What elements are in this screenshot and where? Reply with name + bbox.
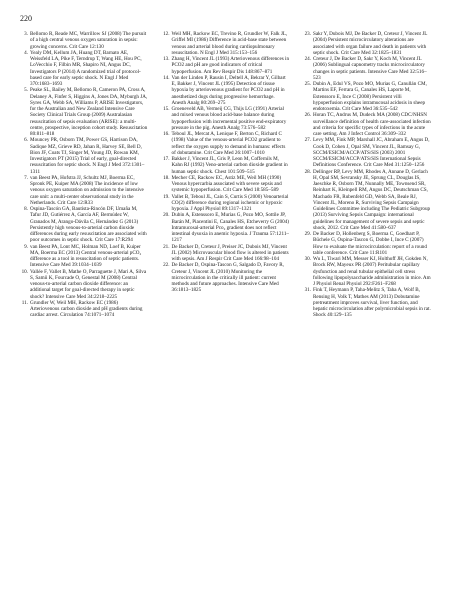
- reference-number: 17.: [163, 156, 170, 162]
- reference-item: [162, 56, 290, 75]
- reference-number: 7.: [24, 174, 28, 181]
- reference-item: [20, 300, 148, 319]
- reference-item: [162, 262, 290, 293]
- reference-number: 14.: [163, 74, 170, 81]
- reference-number: 19.: [163, 193, 170, 200]
- reference-text: Grundler W, Weil MH, Rackow EC (1986) Arteriovenous carbon dioxide and pH gradients during cardiac arrest. Circulation 74:1071–1074: [30, 299, 143, 319]
- reference-text: Weil MH, Rackow EC, Trevino R, Grundler W, Falk JL, Griffel MI (1986) Difference in acid-base state between venous and arterial blood during cardiopulmonary resuscitation. N Engl J Med 315:153–156: [171, 31, 288, 56]
- reference-number: 26.: [304, 112, 311, 119]
- reference-item: [303, 112, 431, 137]
- reference-text: Mouncey PR, Osborn TM, Power GS, Harrison DA, Sadique MZ, Grieve RD, Jahan R, Harvey SE, Bell D, Bion JF, Coats TJ, Singer M, Young JD, Rowan KM, Investigators PT (2015) Trial of early, goal-directed resuscitation for septic shock. N Engl J Med 372:1301–1311: [30, 137, 145, 175]
- reference-item: [20, 137, 148, 175]
- reference-number: 28.: [304, 168, 311, 175]
- reference-item: [303, 256, 431, 287]
- reference-text: De Backer D, Hollenberg S, Boerma C, Goedhart P, Büchele G, Ospina-Tascon G, Dobbe I, Ince C (2007) How to evaluate the microcirculation: report of a round table conference. Crit Care 11:R101: [313, 231, 427, 256]
- reference-text: Teboul JL, Mercat A, Lenique F, Berton C, Richard C (1998) Value of the venous-arterial PCO2 gradient to reflect the oxygen supply to demand in humans: effects of dobutamine. Crit Care Med 26:1007–1010: [171, 131, 286, 156]
- reference-text: Dubin A, Estenssoro E, Murias G, Pozo MO, Sottile JP, Barán M, Piacentini E, Canales HS, Etcheverry G (2004) Intramucosal-arterial Pco₂ gradient does not reflect intestinal dysoxia in anemic hypoxia. J Trauma 57:1211–1217: [171, 212, 289, 244]
- reference-text: Groeneveld AB, Vermeij CG, Thijs LG (1991) Arterial and mixed venous blood acid-base balance during hypoperfusion with incremental positive end-expiratory pressure in the pig. Anesth Analg 73:576–582: [171, 106, 287, 131]
- reference-item: [162, 131, 290, 156]
- reference-columns: [20, 31, 431, 319]
- reference-number: 3.: [24, 31, 28, 37]
- reference-number: 16.: [163, 131, 170, 137]
- reference-number: 13.: [163, 56, 170, 62]
- reference-number: 11.: [21, 299, 28, 306]
- reference-text: Ospina-Tascón GA, Bautista-Rincón DF, Umaña M, Tafur JD, Gutiérrez A, García AF, Bermúdez W, Granados M, Arango-Dávila C, Hernández G (2013) Persistently high venous-to-arterial carbon dioxide differences during early resuscitation are associated with poor outcomes in septic shock. Crit Care 17:R294: [30, 206, 147, 244]
- reference-text: Zhang H, Vincent JL (1993) Arteriovenous differences in PCO2 and pH are good indicators of critical hypoperfusion. Am Rev Respir Dis 148:867–871: [171, 56, 290, 75]
- reference-item: [162, 212, 290, 243]
- reference-item: [162, 194, 290, 213]
- reference-item: [20, 31, 148, 50]
- reference-number: 24.: [304, 56, 311, 62]
- reference-item: [303, 137, 431, 168]
- reference-number: 8.: [24, 206, 28, 212]
- reference-text: De Backer D, Ospina-Tascon G, Salgado D, Favory R, Creteur J, Vincent JL (2010) Monitoring the microcirculation in the critically ill patient: current methods and future approaches. Intensive Care Med 36:1813–1825: [171, 262, 284, 294]
- reference-text: Wu L, Tiwari MM, Messer KJ, Holthoff JH, Gokden N, Brock RW, Mayeux PR (2007) Peritubular capillary dysfunction and renal tubular epithelial cell stress following lipopolysaccharide administration in mice. Am J Physiol Renal Physiol 292:F261–F268: [313, 256, 431, 287]
- reference-item: [162, 175, 290, 194]
- reference-number: 9.: [24, 243, 28, 250]
- reference-number: 30.: [304, 256, 311, 262]
- reference-text: Vallée F, Vallet B, Mathe O, Parraguette J, Mari A, Silva S, Samii K, Fourcade O, Genestal M (2008) Central venous-to-arterial carbon dioxide difference: an additional target for goal-directed therapy in septic shock? Intensive Care Med 34:2218–2225: [30, 268, 147, 300]
- reference-item: [20, 244, 148, 269]
- reference-text: Dubin A, Edul VS, Pozo MO, Murias G, Canullán CM, Martins EF, Ferrara G, Canales HS, Laporte M, Estenssoro E, Ince C (2008) Persistent villi hypoperfusion explains intramucosal acidosis in sheep endotoxemia. Crit Care Med 36:535–542: [313, 81, 427, 112]
- reference-item: [303, 56, 431, 81]
- reference-number: 12.: [163, 31, 170, 37]
- reference-text: De Backer D, Creteur J, Preiser JC, Dubois MJ, Vincent JL (2002) Microvascular blood flow is altered in patients with sepsis. Am J Respir Crit Care Med 166:98–104: [171, 243, 289, 262]
- reference-text: Horan TC, Andrus M, Dudeck MA (2008) CDC/NHSN surveillance definition of health care-associated infection and criteria for specific types of infections in the acute care setting. Am J Infect Control 36:309–332: [313, 112, 431, 137]
- reference-number: 20.: [163, 212, 170, 219]
- reference-number: 21.: [163, 243, 170, 250]
- reference-item: [303, 169, 431, 232]
- reference-number: 10.: [21, 268, 28, 275]
- reference-text: Yealy DM, Kellum JA, Huang DT, Barnato AE, Weissfeld LA, Pike F, Terndrup T, Wang HE, Hou PC, LoVecchio F, Filbin MR, Shapiro NI, Angus DC, Investigators P (2014) A randomized trial of protocol-based care for early septic shock. N Engl J Med 370:1683–1693: [30, 49, 142, 87]
- reference-text: Mecher CE, Rackow EC, Astiz ME, Weil MH (1990) Venous hypercarbia associated with severe sepsis and systemic hypoperfusion. Crit Care Med 18:585–589: [171, 174, 282, 194]
- reference-item: [303, 287, 431, 318]
- reference-text: Sakr Y, Dubois MJ, De Backer D, Creteur J, Vincent JL (2004) Persistent microcirculatory alterations are associated with organ failure and death in patients with septic shock. Crit Care Med 32:1825–1831: [313, 31, 428, 56]
- reference-number: 27.: [304, 137, 311, 144]
- reference-item: [162, 31, 290, 56]
- reference-number: 23.: [304, 31, 311, 37]
- reference-column-2: [162, 31, 290, 319]
- reference-text: Fink T, Heymann P, Taha-Melitz S, Taha A, Wolf B, Rensing H, Volk T, Mathes AM (2013) Dobutamine pretreatment improves survival, liver function, and hepatic microcirculation after polymicrobial sepsis in rat. Shock 40:129–135: [313, 287, 431, 319]
- reference-item: [162, 75, 290, 106]
- reference-column-3: [303, 31, 431, 319]
- reference-item: [20, 87, 148, 137]
- reference-item: [303, 81, 431, 112]
- reference-item: [303, 31, 431, 56]
- reference-number: 25.: [304, 81, 311, 87]
- reference-item: [20, 50, 148, 88]
- reference-number: 6.: [24, 137, 28, 144]
- reference-column-1: [20, 31, 148, 319]
- reference-item: [20, 269, 148, 300]
- reference-item: [162, 244, 290, 263]
- reference-item: [162, 156, 290, 175]
- reference-number: 15.: [163, 106, 170, 112]
- reference-number: 5.: [24, 87, 28, 94]
- reference-number: 4.: [24, 49, 28, 56]
- reference-text: Levy MM, Fink MP, Marshall JC, Abraham E, Angus D, Cook D, Cohen J, Opal SM, Vincent JL, Ramsay G, SCCM/ESICM/ACCP/ATS/SIS (2003) 2001 SCCM/ESICM/ACCP/ATS/SIS International Sepsis Definitions Conference. Crit Care Med 31:1250–1256: [313, 137, 430, 169]
- page-number: 220: [20, 14, 32, 23]
- reference-item: [162, 106, 290, 131]
- reference-item: [303, 231, 431, 256]
- reference-text: Creteur J, De Backer D, Sakr Y, Koch M, Vincent JL (2006) Sublingual capnometry tracks microcirculatory changes in septic patients. Intensive Care Med 32:516–523: [313, 56, 427, 81]
- reference-text: Vallet B, Teboul JL, Cain S, Curtis S (2000) Venoarterial CO(2) difference during regional ischemic or hypoxic hypoxia. J Appl Physiol 89:1317–1321: [171, 193, 289, 212]
- reference-number: 29.: [304, 231, 311, 237]
- reference-number: 31.: [304, 287, 311, 294]
- reference-number: 18.: [163, 174, 170, 181]
- reference-number: 22.: [163, 262, 170, 269]
- reference-text: Peake SL, Bailey M, Bellomo R, Cameron PA, Cross A, Delaney A, Finfer S, Higgins A, Jones DA, Myburgh JA, Syres GA, Webb SA, Williams P, ARISE Investigators, for the Australian and New Zealand Intensive Care Society Clinical Trials Group (2009) Australasian resuscitation of sepsis evaluation (ARISE): a multi-centre, prospective, inception cohort study. Resuscitation 80:811–818: [30, 87, 148, 137]
- reference-text: Bakker J, Vincent JL, Gris P, Leon M, Coffernils M, Kahn RJ (1992) Veno-arterial carbon dioxide gradient in human septic shock. Chest 101:509–515: [171, 156, 288, 175]
- reference-text: Van der Linden P, Rausin I, Deltell A, Bekrar Y, Gilbart E, Bakker J, Vincent JL (1995) Detection of tissue hypoxia by arteriovenous gradient for PCO2 and pH in anesthetized dogs during progressive hemorrhage. Anesth Analg 80:269–275: [171, 74, 286, 106]
- reference-text: Bellomo R, Reade MC, Warrillow SJ (2008) The pursuit of a high central venous oxygen saturation in sepsis: growing concerns. Crit Care 12:130: [30, 31, 147, 50]
- reference-text: van Beest PA, Lont MC, Holman ND, Loef B, Kuiper MA, Boerma EC (2013) Central venous-arterial pCO₂ difference as a tool in resuscitation of septic patients. Intensive Care Med 39:1034–1039: [30, 243, 142, 269]
- reference-text: van Beest PA, Hofstra JJ, Schultz MJ, Boerma EC, Spronk PE, Kuiper MA (2008) The incidence of low venous oxygen saturation on admission to the intensive care unit: a multi-center observational study in the Netherlands. Crit Care 12:R33: [30, 174, 144, 206]
- reference-item: [20, 175, 148, 206]
- reference-item: [20, 206, 148, 244]
- reference-text: Dellinger RP, Levy MM, Rhodes A, Annane D, Gerlach H, Opal SM, Sevransky JE, Sprung CL, Douglas IS, Jaeschke R, Osborn TM, Nunnally ME, Townsend SR, Reinhart K, Kleinpell RM, Angus DC, Deutschman CS, Machado FR, Rubenfeld GD, Webb SA, Beale RJ, Vincent JL, Moreno R, Surviving Sepsis Campaign Guidelines Committee including The Pediatric Subgroup (2013) Surviving Sepsis Campaign: international guidelines for management of severe sepsis and septic shock, 2012. Crit Care Med 41:580–637: [313, 168, 431, 231]
